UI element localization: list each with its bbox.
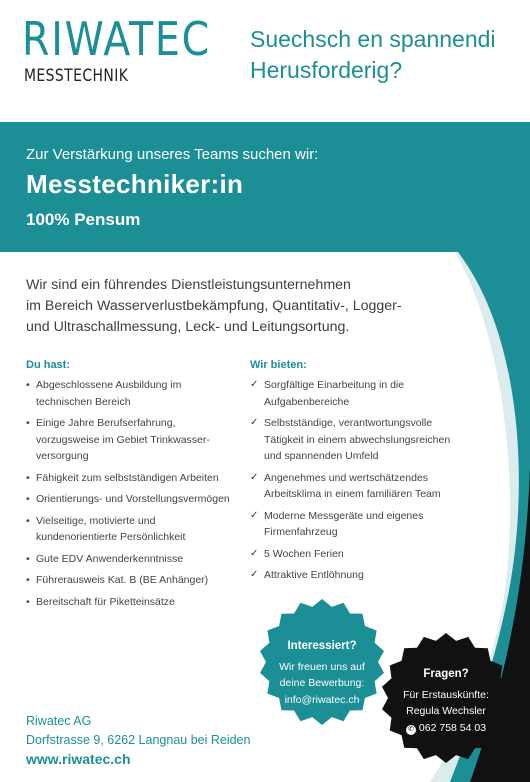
interessiert-badge (262, 638, 382, 708)
intro-line-1: Wir sind ein führendes Dienstleistungsunternehmen (26, 277, 351, 293)
list-item: • Gute EDV Anwenderkenntnisse (26, 551, 226, 568)
tagline-line-2: Herusforderig? (250, 57, 403, 83)
list-item: ✓ Selbstständige, verantwortungsvolle Tätigkeit in einem abwechslungsreichen und spannenden Umfeld (250, 415, 465, 465)
footer (26, 712, 250, 769)
intro-line-2: im Bereich Wasserverlustbekämpfung, Quantitativ-, Logger- (26, 298, 402, 314)
list-item: • Fähigkeit zum selbstständigen Arbeiten (26, 470, 226, 487)
wir-bieten-list (250, 377, 465, 584)
interessiert-title: Interessiert? (287, 640, 357, 652)
footer-address: Dorfstrasse 9, 6262 Langnau bei Reiden (26, 733, 251, 747)
list-item: • Abgeschlossene Ausbildung im technischen Bereich (26, 377, 196, 410)
interessiert-line-2: deine Bewerbung: (279, 677, 365, 689)
footer-company: Riwatec AG (26, 714, 92, 728)
list-item: • Einige Jahre Berufserfahrung, vorzugsweise im Gebiet Trinkwasser-versorgung (26, 415, 226, 465)
list-item: ✓ Angenehmes und wertschätzendes Arbeitsklima in einem familiären Team (250, 470, 464, 503)
list-item: • Vielseitige, motivierte und kundenorientierte Persönlichkeit (26, 513, 216, 546)
job-title: Messtechniker:in (26, 169, 244, 199)
phone-icon: ✆ (406, 725, 416, 735)
du-hast-list (26, 377, 230, 610)
fragen-name: Regula Wechsler (406, 705, 486, 717)
intro-line-3: und Ultraschallmessung, Leck- und Leitungsortung. (26, 319, 350, 335)
tagline-line-1: Suechsch en spannendi (250, 26, 496, 52)
list-item: ✓ 5 Wochen Ferien (250, 546, 465, 563)
du-hast-section (26, 359, 230, 615)
fragen-badge (384, 666, 508, 736)
tagline (250, 24, 496, 86)
fragen-phone-row[interactable] (384, 720, 508, 737)
list-item: • Führerausweis Kat. B (BE Anhänger) (26, 572, 226, 589)
list-item: ✓ Moderne Messgeräte und eigenes Firmenfahrzeug (250, 508, 449, 541)
fragen-phone: 062 758 54 03 (418, 721, 487, 734)
interessiert-email[interactable]: info@riwatec.ch (284, 693, 360, 706)
list-item: ✓ Attraktive Entlöhnung (250, 567, 465, 584)
logo-wordmark: RIWATEC (22, 12, 211, 66)
fragen-line-1: Für Erstauskünfte: (403, 688, 489, 701)
du-hast-heading: Du hast: (26, 359, 70, 371)
footer-website[interactable]: www.riwatec.ch (26, 751, 131, 767)
fragen-title: Fragen? (423, 668, 469, 680)
band-subtitle: Zur Verstärkung unseres Teams suchen wir: (26, 146, 319, 163)
list-item: • Bereitschaft für Piketteinsätze (26, 594, 226, 611)
list-item: • Orientierungs- und Vorstellungsvermögen (26, 491, 266, 508)
job-pensum: 100% Pensum (26, 210, 141, 229)
wir-bieten-heading: Wir bieten: (250, 359, 307, 371)
interessiert-line-1: Wir freuen uns auf (279, 660, 365, 673)
wir-bieten-section (250, 359, 465, 589)
logo-subtitle: MESSTECHNIK (24, 66, 129, 86)
list-item: ✓ Sorgfältige Einarbeitung in die Aufgabenbereiche (250, 377, 429, 410)
intro-text (26, 275, 446, 338)
